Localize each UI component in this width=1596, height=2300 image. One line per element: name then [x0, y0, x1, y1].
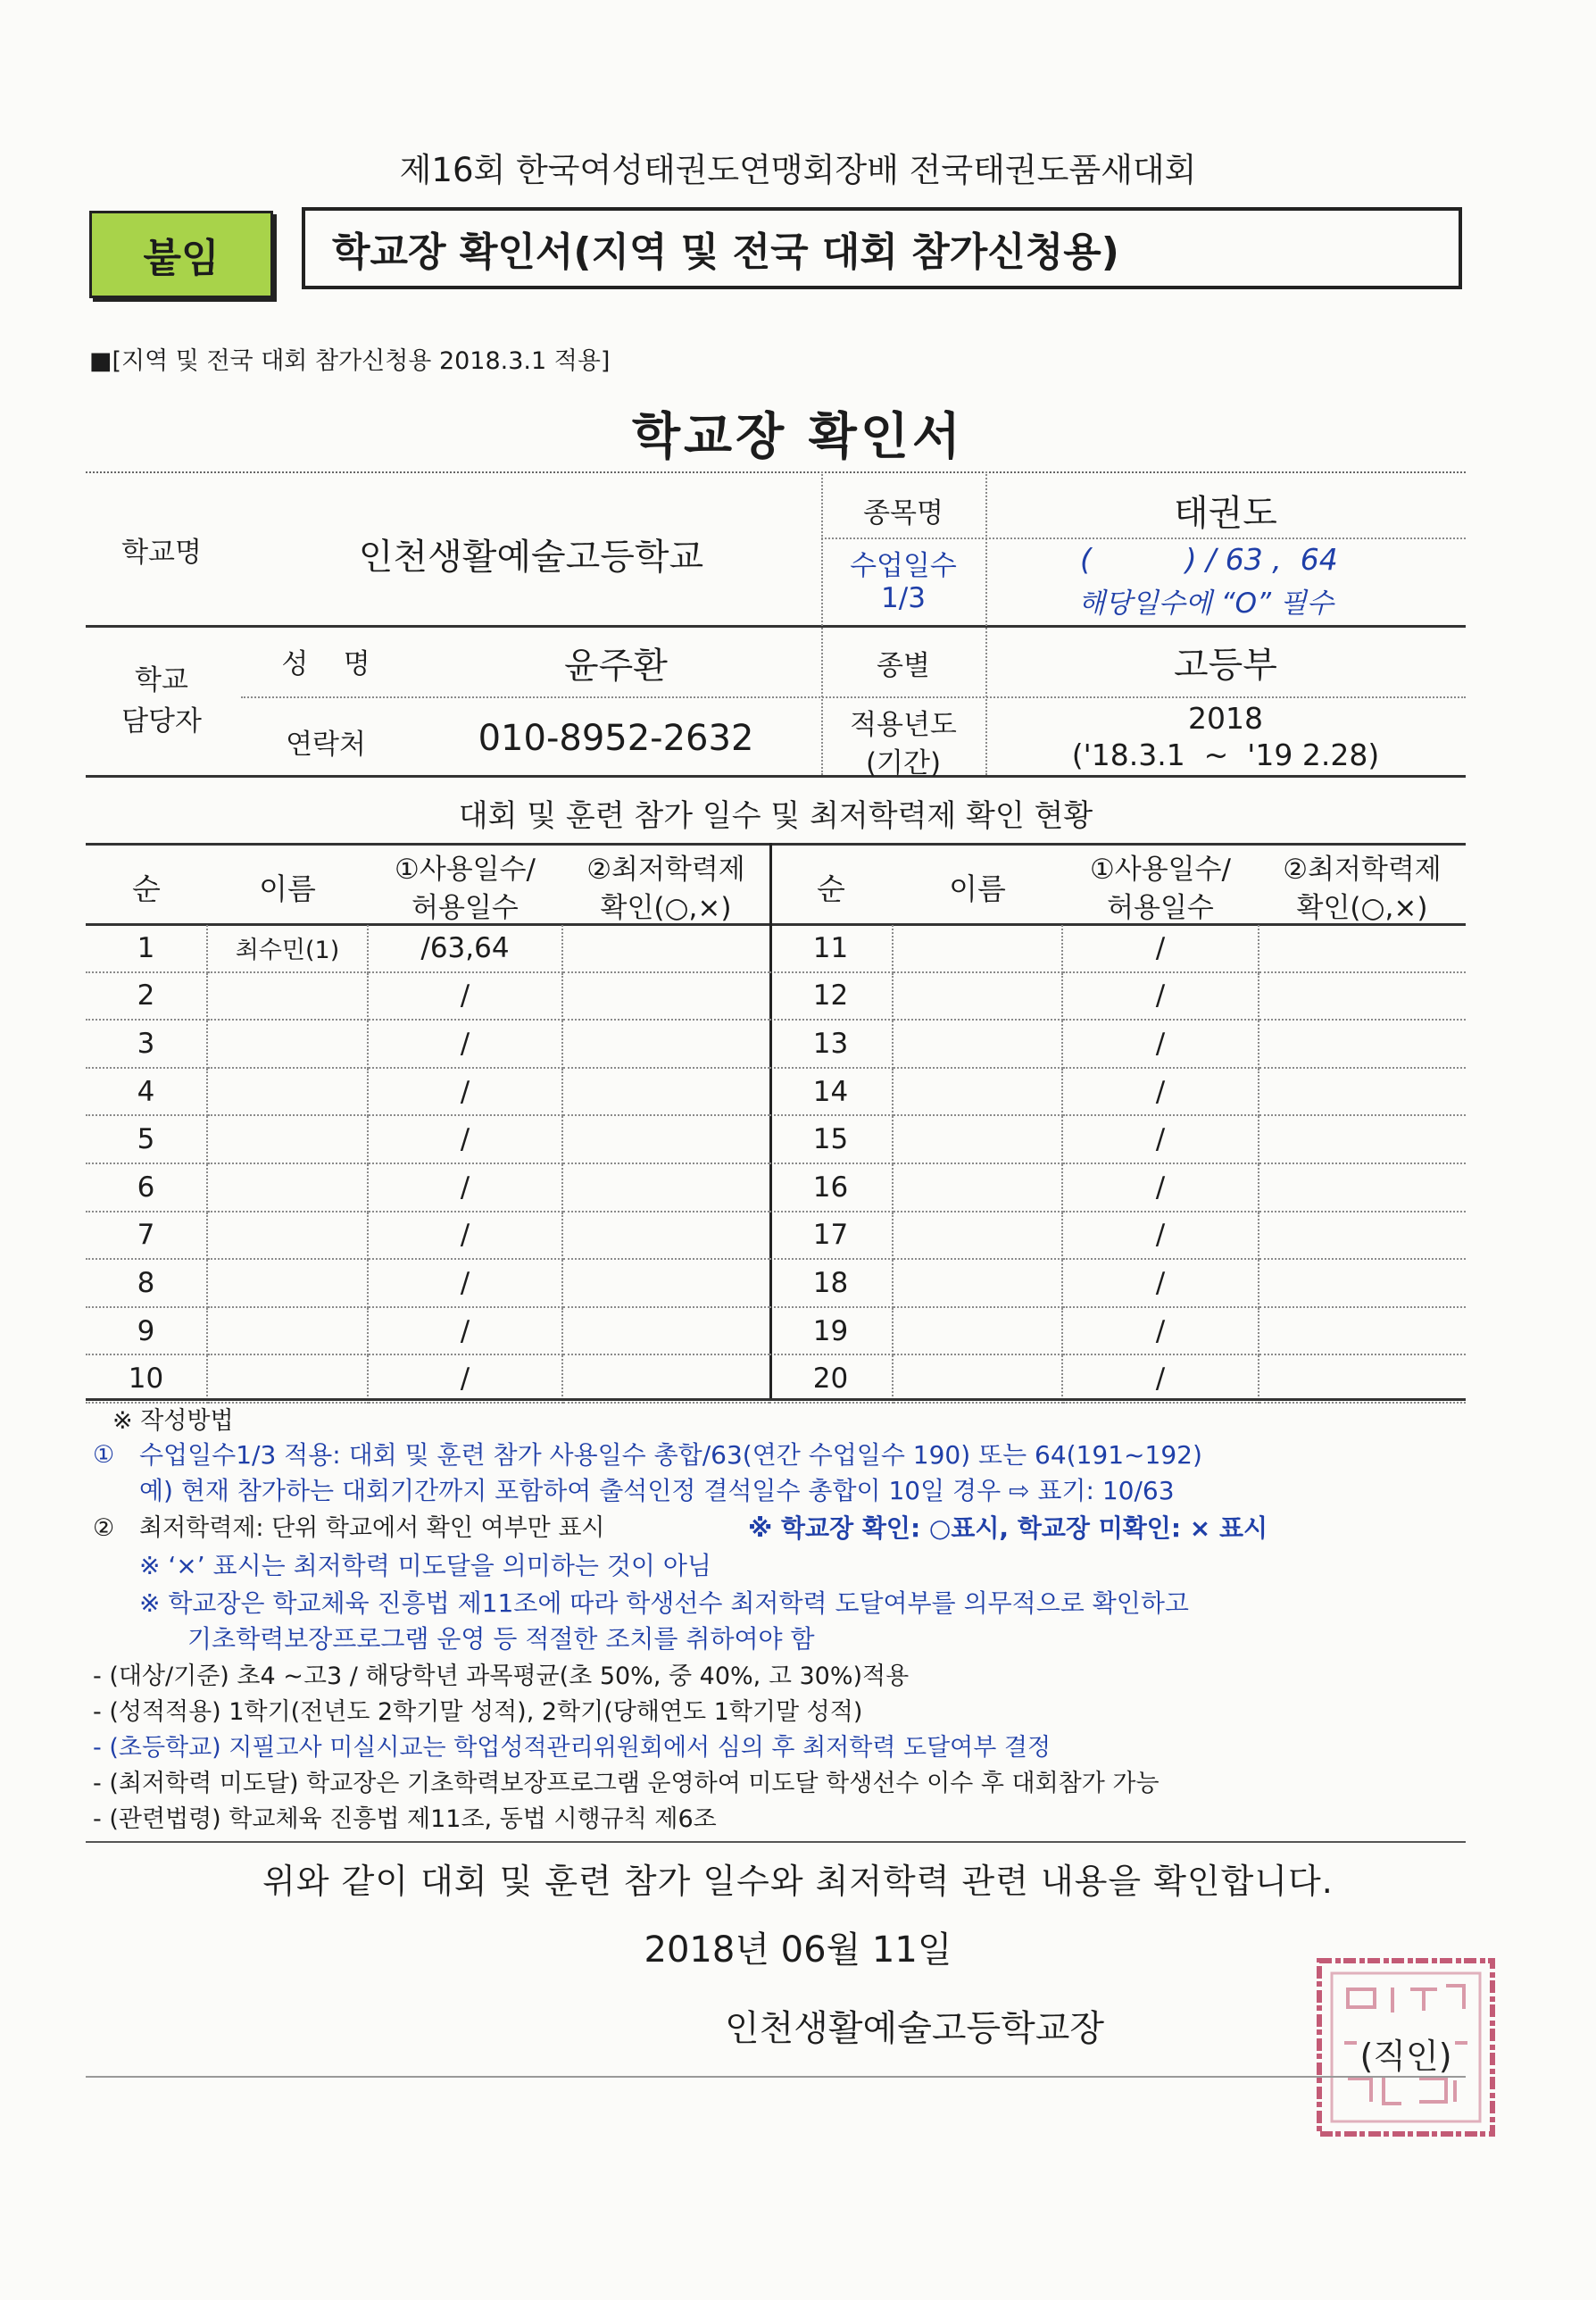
confirm-text: 위와 같이 대회 및 훈련 참가 일수와 최저학력 관련 내용을 확인합니다. — [262, 1862, 1334, 1901]
row-name-cell — [893, 1354, 1062, 1403]
row-number-cell: 9 — [86, 1307, 207, 1355]
info-line — [241, 696, 1466, 698]
year-period: ('18.3.1 ~ '19 2.28) — [1071, 738, 1380, 772]
row-check-cell — [562, 1307, 769, 1355]
row-check-cell — [1259, 925, 1466, 972]
row-name-cell — [893, 1307, 1062, 1355]
table-row — [86, 972, 1466, 1021]
row-days-cell: / — [368, 1115, 562, 1163]
roster-table — [86, 925, 1466, 1404]
table-row — [86, 1163, 1466, 1212]
row-check-cell — [1259, 1068, 1466, 1116]
header-days-right-2: 허용일수 — [1107, 892, 1214, 924]
table-bottom-line — [86, 1398, 1466, 1401]
contact-value: 010-8952-2632 — [478, 718, 754, 759]
header-days-left-2: 허용일수 — [411, 892, 519, 924]
roster-body — [86, 925, 1466, 1403]
form-tag: ■[지역 및 전국 대회 참가신청용 2018.3.1 적용] — [89, 347, 611, 375]
footer-line — [86, 2076, 1466, 2078]
row-number-cell: 15 — [769, 1115, 893, 1163]
notes-bottom-line — [86, 1841, 1466, 1843]
row-number-cell: 12 — [769, 972, 893, 1021]
row-number-cell: 1 — [86, 925, 207, 972]
row-number-cell: 5 — [86, 1115, 207, 1163]
official-seal — [1312, 1954, 1500, 2141]
header-box-title: 학교장 확인서(지역 및 전국 대회 참가신청용) — [302, 207, 1462, 289]
row-days-cell: / — [1062, 1354, 1259, 1403]
event-value: 태권도 — [1174, 493, 1277, 534]
contact-label: 연락처 — [286, 729, 366, 761]
year-label-1: 적용년도 — [850, 709, 957, 741]
bullet-2: - (성적적용) 1학기(전년도 2학기말 성적), 2학기(당해연도 1학기말 성적) — [93, 1698, 863, 1726]
header-no-left: 순 — [132, 871, 161, 906]
row-days-cell: / — [368, 1163, 562, 1212]
row-name-cell: 최수민(1) — [207, 925, 368, 972]
row-days-cell: / — [1062, 1307, 1259, 1355]
staff-label-1: 학교 — [135, 664, 188, 696]
signature-date: 2018년 06월 11일 — [644, 1929, 952, 1971]
division-value: 고등부 — [1174, 645, 1277, 686]
row-days-cell: / — [368, 972, 562, 1021]
header-check-left-2: 확인(○,×) — [600, 892, 732, 924]
year-value: 2018 — [1188, 701, 1263, 736]
row-days-cell: / — [368, 1068, 562, 1116]
row-number-cell: 3 — [86, 1020, 207, 1068]
row-name-cell — [207, 1259, 368, 1307]
row-name-cell — [893, 1259, 1062, 1307]
row-days-cell: / — [1062, 1212, 1259, 1260]
header-check-right-1: ②최저학력제 — [1283, 854, 1442, 886]
header-check-right-2: 확인(○,×) — [1296, 892, 1428, 924]
row-check-cell — [562, 1212, 769, 1260]
school-label: 학교명 — [121, 537, 202, 569]
attachment-badge: 붙임 — [89, 211, 273, 298]
bullet-5: - (관련법령) 학교체육 진흥법 제11조, 동법 시행규칙 제6조 — [93, 1805, 717, 1833]
note-1-line-2: 예) 현재 참가하는 대회기간까지 포함하여 출석인정 결석일수 총합이 10일 경우 ⇨ 표기: 10/63 — [139, 1476, 1175, 1505]
notes-heading: ※ 작성방법 — [112, 1407, 234, 1435]
table-row — [86, 925, 1466, 972]
bullet-3: - (초등학교) 지필고사 미실시교는 학업성적관리위원회에서 심의 후 최저학력 도달여부 결정 — [93, 1734, 1052, 1762]
row-days-cell: / — [1062, 1020, 1259, 1068]
table-row — [86, 1212, 1466, 1260]
row-number-cell: 13 — [769, 1020, 893, 1068]
table-title: 대회 및 훈련 참가 일수 및 최저학력제 확인 현황 — [458, 798, 1093, 834]
row-name-cell — [893, 1212, 1062, 1260]
row-number-cell: 6 — [86, 1163, 207, 1212]
table-row — [86, 1020, 1466, 1068]
info-line — [86, 625, 1466, 628]
row-number-cell: 19 — [769, 1307, 893, 1355]
row-check-cell — [1259, 1307, 1466, 1355]
row-number-cell: 7 — [86, 1212, 207, 1260]
bullet-1: - (대상/기준) 초4 ~고3 / 해당학년 과목평균(초 50%, 중 40%, 고 30%)적용 — [93, 1662, 910, 1690]
note-4-line-1: ※ 학교장은 학교체육 진흥법 제11조에 따라 학생선수 최저학력 도달여부를 의무적으로 확인하고 — [139, 1588, 1189, 1618]
row-number-cell: 10 — [86, 1354, 207, 1403]
row-name-cell — [207, 972, 368, 1021]
table-row — [86, 1068, 1466, 1116]
row-days-cell: / — [368, 1020, 562, 1068]
table-row — [86, 1307, 1466, 1355]
note-1-mark: ① — [93, 1441, 115, 1469]
row-name-cell — [207, 1163, 368, 1212]
row-name-cell — [207, 1307, 368, 1355]
row-check-cell — [562, 1068, 769, 1116]
event-label: 종목명 — [863, 497, 943, 529]
row-days-cell: / — [368, 1354, 562, 1403]
staff-label-2: 담당자 — [121, 705, 202, 738]
year-label-2: (기간) — [865, 747, 942, 779]
header-no-right: 순 — [817, 871, 845, 906]
days-note: 해당일수에 “O” 필수 — [1078, 588, 1334, 620]
row-days-cell: / — [1062, 1163, 1259, 1212]
name-label: 성 명 — [281, 648, 370, 680]
row-number-cell: 8 — [86, 1259, 207, 1307]
row-name-cell — [207, 1115, 368, 1163]
row-days-cell: / — [1062, 1259, 1259, 1307]
seal-label: (직인) — [1359, 2037, 1452, 2076]
note-3: ※ ‘×’ 표시는 최저학력 미도달을 의미하는 것이 아님 — [139, 1551, 711, 1580]
row-name-cell — [207, 1354, 368, 1403]
row-days-cell: / — [1062, 972, 1259, 1021]
table-row — [86, 1115, 1466, 1163]
row-number-cell: 14 — [769, 1068, 893, 1116]
bullet-4: - (최저학력 미도달) 학교장은 기초학력보장프로그램 운영하여 미도달 학생선수 이수 후 대회참가 가능 — [93, 1770, 1160, 1797]
row-name-cell — [893, 1020, 1062, 1068]
table-row — [86, 1259, 1466, 1307]
days-label-1: 수업일수 — [850, 550, 957, 582]
row-name-cell — [893, 1115, 1062, 1163]
row-check-cell — [1259, 1212, 1466, 1260]
info-top-line — [86, 471, 1466, 473]
row-check-cell — [1259, 1259, 1466, 1307]
school-value: 인천생활예술고등학교 — [358, 537, 704, 578]
header-days-right-1: ①사용일수/ — [1089, 854, 1232, 886]
row-days-cell: / — [1062, 1115, 1259, 1163]
row-check-cell — [562, 972, 769, 1021]
row-name-cell — [893, 925, 1062, 972]
row-days-cell: / — [368, 1212, 562, 1260]
row-check-cell — [562, 925, 769, 972]
info-line — [821, 538, 1466, 539]
row-check-cell — [562, 1020, 769, 1068]
row-number-cell: 2 — [86, 972, 207, 1021]
row-check-cell — [1259, 1115, 1466, 1163]
row-check-cell — [562, 1115, 769, 1163]
info-line — [86, 775, 1466, 778]
row-name-cell — [893, 1068, 1062, 1116]
row-number-cell: 17 — [769, 1212, 893, 1260]
row-number-cell: 20 — [769, 1354, 893, 1403]
row-number-cell: 4 — [86, 1068, 207, 1116]
row-days-cell: / — [1062, 1068, 1259, 1116]
event-title: 제16회 한국여성태권도연맹회장배 전국태권도품새대회 — [399, 151, 1197, 189]
header-name-left: 이름 — [259, 871, 316, 906]
division-label: 종별 — [877, 650, 930, 682]
name-value: 윤주환 — [564, 646, 668, 687]
row-name-cell — [893, 1163, 1062, 1212]
table-top-line — [86, 843, 1466, 846]
row-check-cell — [1259, 1163, 1466, 1212]
days-label-2: 1/3 — [881, 582, 926, 614]
row-check-cell — [1259, 972, 1466, 1021]
header-days-left-1: ①사용일수/ — [394, 854, 536, 886]
row-name-cell — [207, 1068, 368, 1116]
row-days-cell: /63,64 — [368, 925, 562, 972]
row-number-cell: 18 — [769, 1259, 893, 1307]
note-4-line-2: 기초학력보장프로그램 운영 등 적절한 조치를 취하여야 함 — [187, 1624, 815, 1654]
header-name-right: 이름 — [949, 871, 1006, 906]
note-2-blue: ※ 학교장 확인: ○표시, 학교장 미확인: × 표시 — [748, 1513, 1268, 1543]
header-check-left-1: ②최저학력제 — [586, 854, 745, 886]
row-name-cell — [207, 1212, 368, 1260]
row-name-cell — [207, 1020, 368, 1068]
row-name-cell — [893, 972, 1062, 1021]
row-check-cell — [562, 1354, 769, 1403]
row-check-cell — [1259, 1354, 1466, 1403]
row-check-cell — [1259, 1020, 1466, 1068]
note-2-text: 최저학력제: 단위 학교에서 확인 여부만 표시 — [139, 1514, 605, 1542]
note-2-mark: ② — [93, 1514, 115, 1542]
days-value: ( ) / 63 , 64 — [1080, 542, 1338, 577]
row-days-cell: / — [368, 1259, 562, 1307]
row-check-cell — [562, 1259, 769, 1307]
row-number-cell: 16 — [769, 1163, 893, 1212]
note-1-line-1: 수업일수1/3 적용: 대회 및 훈련 참가 사용일수 총합/63(연간 수업일수 190) 또는 64(191~192) — [139, 1440, 1202, 1470]
row-check-cell — [562, 1163, 769, 1212]
form-title: 학교장 확인서 — [631, 408, 965, 466]
row-days-cell: / — [1062, 925, 1259, 972]
table-row — [86, 1354, 1466, 1403]
row-days-cell: / — [368, 1307, 562, 1355]
row-number-cell: 11 — [769, 925, 893, 972]
principal-name: 인천생활예술고등학교장 — [725, 2008, 1105, 2049]
